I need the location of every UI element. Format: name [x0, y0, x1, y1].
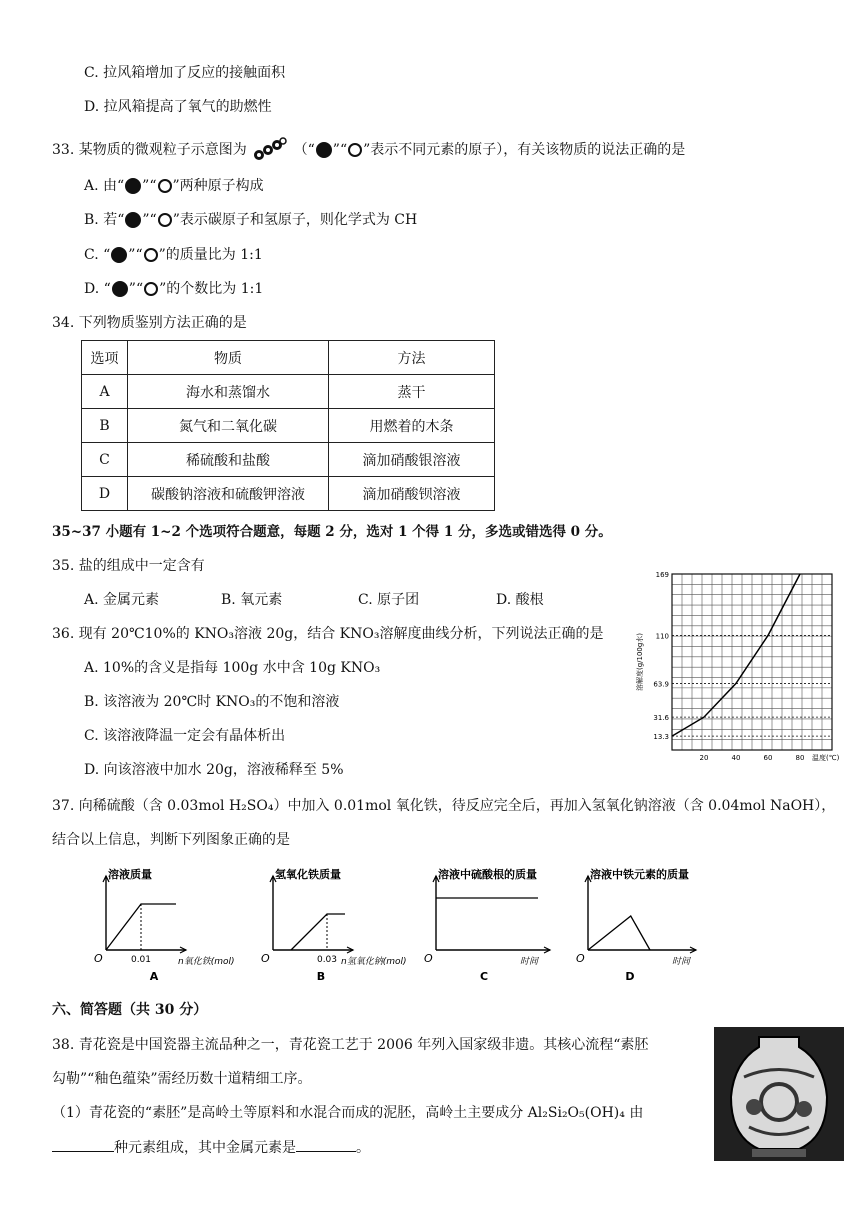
graph-c[interactable] [420, 858, 570, 988]
graph-label: A [149, 970, 159, 983]
small-atom-icon [158, 213, 172, 227]
big-atom-icon [125, 212, 141, 228]
molecule-diagram [251, 137, 289, 163]
q35-option-b: B. 氧元素 [221, 592, 283, 608]
x-tick-label: 0.01 [130, 955, 152, 965]
data-line [106, 904, 176, 950]
y-axis-label: 溶液中铁元素的质量 [590, 868, 689, 881]
q36-option-a: A. 10%的含义是指每 100g 水中含 10g KNO₃ [84, 660, 381, 676]
small-atom-icon [144, 282, 158, 296]
q33a-end: ”两种原子构成 [172, 178, 264, 194]
q33-stem-end: ”表示不同元素的原子），有关该物质的说法正确的是 [363, 142, 686, 158]
q35-option-d: D. 酸根 [496, 592, 544, 608]
big-atom-icon [316, 142, 332, 158]
x-tick-label: 20 [699, 754, 709, 762]
q33a-text: A. 由“ [84, 178, 125, 194]
question-37-line1: 37. 向稀硫酸（含 0.03mol H₂SO₄）中加入 0.01mol 氧化铁，待反应完全后，再加入氢氧化钠溶液（含 0.04mol NaOH）， [52, 798, 836, 814]
q33a-mid: ”“ [142, 178, 157, 194]
header-substance: 物质 [128, 341, 329, 375]
origin-label: O [424, 952, 433, 965]
q38-blank-text: 种元素组成，其中金属元素是 [114, 1140, 296, 1156]
q33c-mid: ”“ [128, 247, 143, 263]
y-tick-label: 63.9 [653, 680, 669, 689]
q33b-text: B. 若“ [84, 212, 125, 228]
question-34: 34. 下列物质鉴别方法正确的是 [52, 315, 247, 331]
solubility-chart [630, 562, 852, 784]
question-36: 36. 现有 20℃10%的 KNO₃溶液 20g，结合 KNO₃溶解度曲线分析，下列说法正确的是 [52, 626, 604, 642]
q33b-mid: ”“ [142, 212, 157, 228]
answer-blank-2[interactable] [296, 1137, 356, 1152]
origin-label: O [94, 952, 103, 965]
table-cell: 滴加硝酸银溶液 [329, 443, 495, 477]
table-cell: B [82, 409, 128, 443]
x-axis-label: 时间 [672, 957, 691, 967]
table-row [82, 375, 495, 409]
x-tick-label: 80 [795, 754, 805, 762]
table-cell: 滴加硝酸钡溶液 [329, 477, 495, 511]
q33-option-d [84, 279, 263, 299]
origin-label: O [576, 952, 585, 965]
q33c-text: C. “ [84, 247, 111, 263]
table-cell: A [82, 375, 128, 409]
question-38-part1-cont [52, 1137, 370, 1158]
table-header-row [82, 341, 495, 375]
graph-label: B [316, 970, 326, 983]
q33d-mid: ”“ [128, 281, 144, 297]
q33-option-a [84, 176, 264, 196]
q35-option-a: A. 金属元素 [84, 592, 160, 608]
table-row [82, 409, 495, 443]
q33-quote-mid: ”“ [332, 142, 348, 158]
x-axis-label: n氧化铁(mol) [178, 957, 235, 967]
y-axis-label: 氢氧化铁质量 [275, 868, 341, 881]
option-d-q32: D. 拉风箱提高了氧气的助燃性 [84, 99, 272, 115]
y-tick-label: 110 [655, 632, 669, 641]
section-6-title: 六、简答题（共 30 分） [52, 1002, 208, 1018]
table-cell: 稀硫酸和盐酸 [128, 443, 329, 477]
question-38-line1: 38. 青花瓷是中国瓷器主流品种之一，青花瓷工艺于 2006 年列入国家级非遗。其核心流程“素胚 [52, 1037, 649, 1053]
instructions-note: 35~37 小题有 1~2 个选项符合题意，每题 2 分，选对 1 个得 1 分，多选或错选得 0 分。 [52, 524, 612, 540]
big-atom-icon [112, 281, 128, 297]
big-atom-icon [125, 178, 141, 194]
graph-b[interactable] [255, 858, 420, 988]
graph-d[interactable] [570, 858, 710, 988]
y-axis-label: 溶解度(g/100g水) [636, 632, 644, 692]
graph-label: D [625, 970, 635, 983]
answer-blank-1[interactable] [52, 1137, 114, 1152]
small-atom-icon [348, 143, 362, 157]
q33b-end: ”表示碳原子和氢原子，则化学式为 CH [172, 212, 418, 228]
x-axis-label: 时间 [520, 957, 539, 967]
x-axis-label: n氢氧化钠(mol) [341, 957, 407, 967]
table-cell: 蒸干 [329, 375, 495, 409]
table-cell: C [82, 443, 128, 477]
header-method: 方法 [329, 341, 495, 375]
q33c-end: ”的质量比为 1:1 [158, 247, 263, 263]
question-38-part1: （1）青花瓷的“素胚”是高岭土等原料和水混合而成的泥胚，高岭土主要成分 Al₂Si₂O₅(OH)₄ 由 [52, 1105, 644, 1121]
q38-period: 。 [356, 1140, 370, 1156]
graph-label: C [479, 970, 489, 983]
question-35: 35. 盐的组成中一定含有 [52, 558, 205, 574]
table-cell: 氮气和二氧化碳 [128, 409, 329, 443]
y-tick-label: 169 [655, 571, 669, 579]
q36-option-d: D. 向该溶液中加水 20g，溶液稀释至 5% [84, 762, 344, 778]
y-axis-label: 溶液中硫酸根的质量 [438, 868, 537, 881]
table-cell: D [82, 477, 128, 511]
x-tick-label: 60 [763, 754, 773, 762]
table-cell: 碳酸钠溶液和硫酸钾溶液 [128, 477, 329, 511]
question-33 [52, 137, 685, 163]
solubility-curve [672, 574, 800, 736]
small-atom-icon [158, 179, 172, 193]
table-cell: 用燃着的木条 [329, 409, 495, 443]
q35-option-c: C. 原子团 [358, 592, 420, 608]
q33-option-c [84, 245, 263, 265]
origin-label: O [261, 952, 270, 965]
data-line [291, 914, 345, 950]
x-axis-label: 温度(℃) [812, 754, 840, 762]
porcelain-vase-photo [714, 1027, 844, 1161]
y-tick-label: 13.3 [653, 733, 669, 742]
question-37-line2: 结合以上信息，判断下列图象正确的是 [52, 832, 290, 848]
q33-option-b [84, 210, 417, 230]
option-c-q32: C. 拉风箱增加了反应的接触面积 [84, 65, 286, 81]
x-tick-label: 40 [731, 754, 741, 762]
q33d-text: D. “ [84, 281, 111, 297]
graph-a[interactable] [88, 858, 253, 988]
table-row [82, 443, 495, 477]
header-option: 选项 [82, 341, 128, 375]
big-atom-icon [111, 247, 127, 263]
identification-table [81, 340, 495, 511]
question-38-line2: 勾勒”“釉色蕴染”需经历数十道精细工序。 [52, 1071, 312, 1087]
table-row [82, 477, 495, 511]
q33-quote-open: （“ [293, 142, 315, 158]
data-line [588, 916, 650, 950]
small-atom-icon [144, 248, 158, 262]
y-axis-label: 溶液质量 [108, 868, 152, 881]
x-tick-label: 0.03 [316, 955, 338, 965]
q36-option-c: C. 该溶液降温一定会有晶体析出 [84, 728, 286, 744]
q33d-end: ”的个数比为 1:1 [159, 281, 264, 297]
q33-stem: 33. 某物质的微观粒子示意图为 [52, 142, 247, 158]
table-cell: 海水和蒸馏水 [128, 375, 329, 409]
q36-option-b: B. 该溶液为 20℃时 KNO₃的不饱和溶液 [84, 694, 340, 710]
y-tick-label: 31.6 [653, 714, 669, 723]
